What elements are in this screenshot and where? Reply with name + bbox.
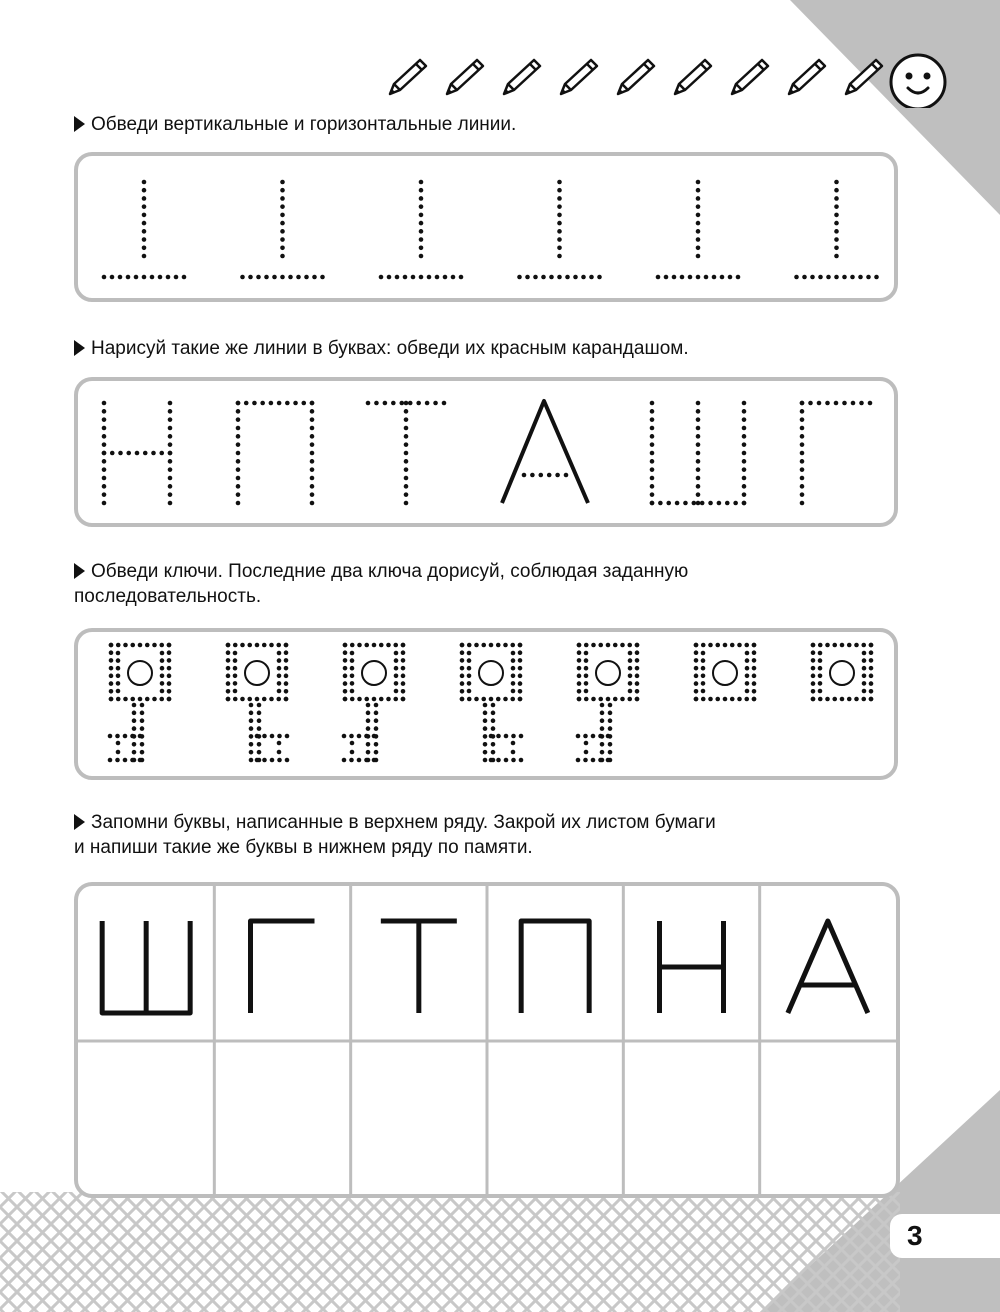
key-figure[interactable] (576, 643, 640, 763)
dotted-letters-area[interactable] (78, 381, 902, 531)
smiley-icon (891, 55, 945, 108)
memory-letter (521, 921, 589, 1013)
memory-letter (788, 921, 868, 1013)
key-figure[interactable] (226, 643, 290, 763)
answer-cell[interactable] (217, 1044, 347, 1191)
answer-cell[interactable] (763, 1044, 893, 1191)
pencil-icon (846, 60, 882, 94)
task-3-instruction (74, 559, 688, 609)
lines-panel (74, 152, 898, 302)
dotted-lines-area[interactable] (78, 156, 902, 306)
page-number: 3 (890, 1214, 1000, 1258)
dotted-letter[interactable] (650, 401, 747, 506)
memory-grid-area[interactable] (78, 886, 896, 1194)
answer-cell[interactable] (81, 1044, 211, 1191)
answer-cell[interactable] (354, 1044, 484, 1191)
pencil-icon (732, 60, 768, 94)
dotted-letter[interactable] (236, 401, 315, 506)
task-3-text-line1: Обведи ключи. Последние два ключа дорисуй, соблюдая заданную (91, 561, 689, 582)
pencil-icon (618, 60, 654, 94)
pencil-icon (390, 60, 426, 94)
task-3-text-line2: последовательность. (74, 586, 262, 607)
dotted-line-figure[interactable] (656, 180, 741, 280)
dotted-letter[interactable] (800, 401, 873, 506)
memory-letter (381, 921, 457, 1013)
pencil-icon (504, 60, 540, 94)
dotted-line-figure[interactable] (102, 180, 187, 280)
memory-letter (102, 921, 190, 1013)
keys-area[interactable] (78, 632, 902, 784)
task-1-text: Обведи вертикальные и горизонтальные линии. (91, 114, 517, 135)
key-figure[interactable] (694, 643, 757, 702)
answer-cell[interactable] (626, 1044, 756, 1191)
memory-letter-grid (74, 882, 900, 1198)
answer-cell[interactable] (490, 1044, 620, 1191)
bullet-arrow-icon (74, 563, 85, 579)
dotted-letter[interactable] (366, 401, 447, 506)
dotted-line-figure[interactable] (240, 180, 325, 280)
task-2-instruction (74, 336, 689, 361)
task-4-instruction (74, 810, 716, 860)
key-figure[interactable] (342, 643, 406, 763)
dotted-line-figure[interactable] (517, 180, 602, 280)
task-2-text: Нарисуй такие же линии в буквах: обведи их красным карандашом. (91, 338, 689, 359)
pencil-icon (447, 60, 483, 94)
dotted-letter[interactable] (502, 401, 588, 503)
bullet-arrow-icon (74, 814, 85, 830)
pencil-icon (675, 60, 711, 94)
dotted-line-figure[interactable] (794, 180, 879, 280)
memory-letter (660, 921, 724, 1013)
dotted-line-figure[interactable] (379, 180, 464, 280)
task-1-instruction (74, 112, 516, 137)
letters-trace-panel (74, 377, 898, 527)
progress-pencils (380, 48, 950, 108)
task-4-text-line1: Запомни буквы, написанные в верхнем ряду. Закрой их листом бумаги (91, 812, 716, 833)
pencil-icon (561, 60, 597, 94)
bullet-arrow-icon (74, 340, 85, 356)
key-figure[interactable] (460, 643, 524, 763)
crosshatch-band (0, 1192, 900, 1312)
memory-letter (251, 921, 315, 1013)
bullet-arrow-icon (74, 116, 85, 132)
key-figure[interactable] (811, 643, 874, 702)
keys-panel (74, 628, 898, 780)
key-figure[interactable] (108, 643, 172, 763)
pencil-icon (789, 60, 825, 94)
dotted-letter[interactable] (102, 401, 173, 506)
task-4-text-line2: и напиши такие же буквы в нижнем ряду по памяти. (74, 837, 533, 858)
